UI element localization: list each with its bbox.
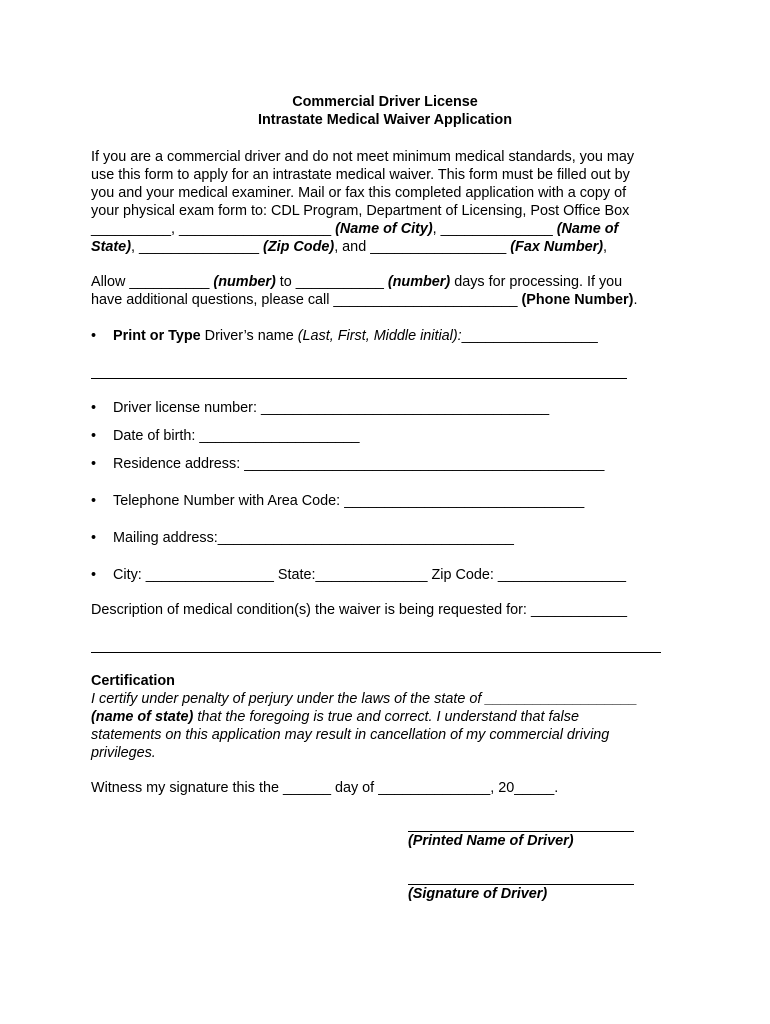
bullet-icon: • [91,400,97,416]
certification-state-blank[interactable]: ___________________ [485,691,638,707]
fax-blank[interactable]: _________________ [370,239,507,255]
zip-label: (Zip Code) [259,239,335,255]
bullet-icon: • [91,493,97,509]
certification-line: privileges. [91,745,156,761]
bullet-icon: • [91,567,97,583]
medical-description-label: Description of medical condition(s) the waiver is being requested for: ____________ [91,602,627,618]
mailing-address-item: • Mailing address:_____________________________________ [91,530,514,546]
license-number-blank[interactable]: ____________________________________ [260,400,550,416]
allow-line: Allow __________ (number) to ___________ (number) days for processing. If you [91,274,623,290]
signature-label: (Signature of Driver) [408,886,548,902]
intro-address-line-2: State), _______________ (Zip Code), and _________________ (Fax Number), [91,239,608,255]
days-min-blank[interactable]: __________ [129,274,210,290]
date-of-birth-item: • Date of birth: ____________________ [91,428,360,444]
witness-year-blank[interactable]: _____ [514,780,555,796]
intro-line: your physical exam form to: CDL Program, Department of Licensing, Post Office Box [91,203,630,219]
state-label-end: State) [91,239,131,255]
city-label: (Name of City) [331,221,433,237]
medical-description-line[interactable] [91,652,661,653]
date-of-birth-blank[interactable]: ____________________ [199,428,360,444]
witness-month-blank[interactable]: ______________ [378,780,491,796]
po-box-blank[interactable]: __________ [91,221,172,237]
certification-heading: Certification [91,673,175,689]
days-max-blank[interactable]: ___________ [295,274,384,290]
state-label-part: (Name of [552,221,619,237]
certification-line: I certify under penalty of perjury under the laws of the state of ___________________ [91,691,638,707]
bullet-icon: • [91,530,97,546]
bullet-icon: • [91,328,97,344]
witness-day-blank[interactable]: ______ [282,780,331,796]
driver-name-continuation-line[interactable] [91,378,627,379]
printed-name-label: (Printed Name of Driver) [408,833,574,849]
city-blank[interactable]: ___________________ [179,221,332,237]
telephone-item: • Telephone Number with Area Code: ______________________________ [91,493,585,509]
document-title: Commercial Driver License [292,94,478,110]
phone-label: (Phone Number) [517,292,634,308]
medical-description-blank[interactable]: ____________ [530,602,627,618]
zip-field-blank[interactable]: ________________ [497,567,626,583]
intro-line: If you are a commercial driver and do not meet minimum medical standards, you may [91,149,635,165]
intro-line: use this form to apply for an intrastate medical waiver. This form must be filled out by [91,167,630,183]
fax-label: (Fax Number) [506,239,604,255]
residence-address-item: • Residence address: _____________________________________________ [91,456,605,472]
telephone-blank[interactable]: ______________________________ [344,493,585,509]
certification-line: (name of state) that the foregoing is true and correct. I understand that false [91,709,579,725]
witness-line: Witness my signature this the ______ day of ______________, 20_____. [91,780,559,796]
city-state-zip-item: • City: ________________ State:______________ Zip Code: ________________ [91,567,626,583]
bullet-icon: • [91,428,97,444]
document-subtitle: Intrastate Medical Waiver Application [257,112,513,128]
driver-name-blank[interactable]: _________________ [461,328,598,344]
intro-line: you and your medical examiner. Mail or fax this completed application with a copy of [91,185,627,201]
residence-address-blank[interactable]: _____________________________________________ [244,456,605,472]
state-field-blank[interactable]: ______________ [315,567,428,583]
certification-line: statements on this application may result in cancellation of my commercial driving [91,727,610,743]
phone-blank[interactable]: _______________________ [333,292,518,308]
license-number-item: • Driver license number: ____________________________________ [91,400,550,416]
city-field-blank[interactable]: ________________ [145,567,274,583]
allow-line-2: have additional questions, please call _______________________ (Phone Number). [91,292,638,308]
state-blank[interactable]: ______________ [440,221,553,237]
bullet-icon: • [91,456,97,472]
mailing-address-blank[interactable]: _____________________________________ [217,530,514,546]
zip-blank[interactable]: _______________ [138,239,260,255]
driver-name-item: • Print or Type Driver’s name (Last, First, Middle initial):_________________ [91,328,598,344]
intro-address-line: __________, ___________________ (Name of City), ______________ (Name of [91,221,619,237]
